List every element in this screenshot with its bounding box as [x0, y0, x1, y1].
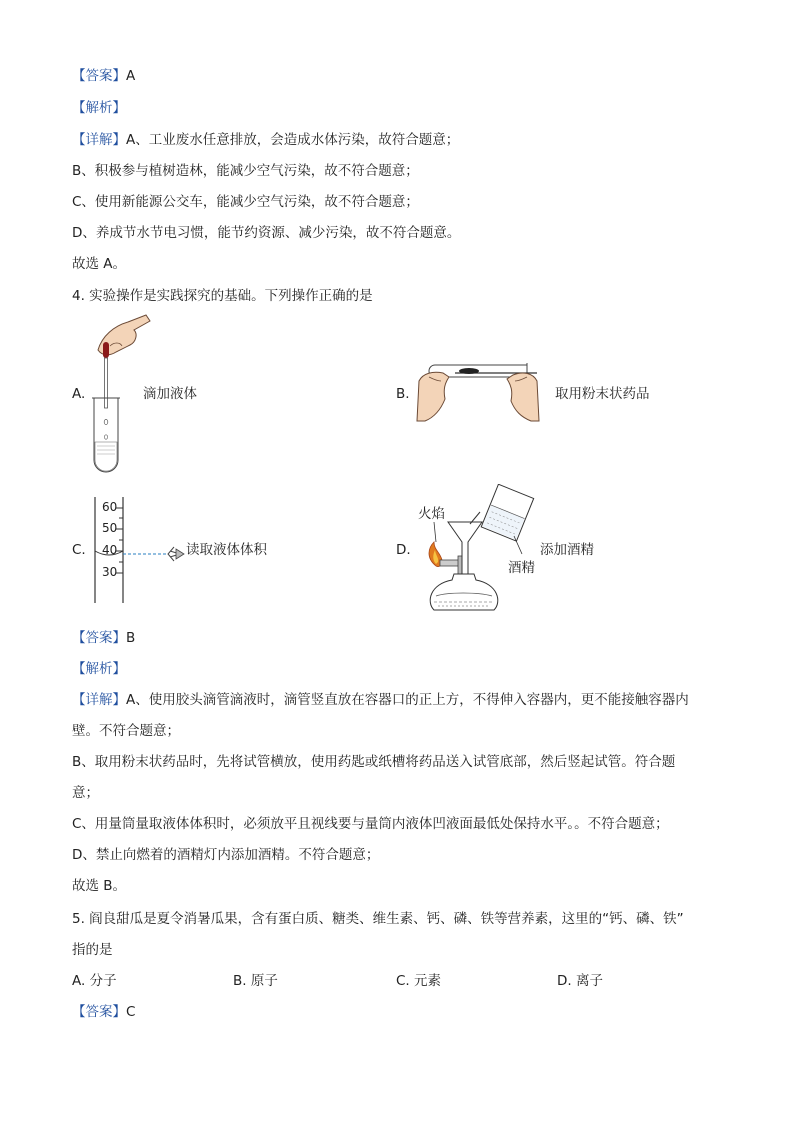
detail-line: 意；: [72, 785, 99, 801]
detail-text: A、使用胶头滴管滴液时，滴管竖直放在容器口的正上方，不得伸入容器内，更不能接触容器内: [126, 692, 689, 708]
option-a-caption: 滴加液体: [143, 386, 197, 402]
analysis-tag: 【解析】: [72, 661, 126, 677]
alcohol-lamp-illustration: [418, 484, 548, 616]
choice-d: D. 离子: [557, 973, 603, 989]
flame-label: 火焰: [418, 506, 445, 522]
tick-label: 30: [102, 565, 118, 579]
question-5-stem-cont: 指的是: [72, 942, 113, 958]
answer-value: B: [126, 630, 136, 646]
conclusion-line: 故选 B。: [72, 878, 127, 894]
answer-tag: 【答案】: [72, 1004, 126, 1020]
choice-a: A. 分子: [72, 973, 117, 989]
question-4-stem: 4. 实验操作是实践探究的基础。下列操作正确的是: [72, 288, 373, 304]
detail-line: B、取用粉末状药品时，先将试管横放，使用药匙或纸槽将药品送入试管底部，然后竖起试管。符合题: [72, 754, 676, 770]
q5-answer-line: [72, 1002, 135, 1022]
q4-answer-line: [72, 628, 135, 648]
option-d-caption: 添加酒精: [540, 542, 594, 558]
tick-label: 50: [102, 521, 118, 535]
tick-label: 60: [102, 500, 118, 514]
question-5-stem: 5. 阎良甜瓜是夏令消暑瓜果，含有蛋白质、糖类、维生素、钙、磷、铁等营养素，这里的“钙、磷、铁”: [72, 911, 684, 927]
answer-tag: 【答案】: [72, 630, 126, 646]
detail-line: D、养成节水节电习惯，能节约资源、减少污染，故不符合题意。: [72, 225, 461, 241]
option-b-letter: B.: [396, 386, 410, 402]
detail-line: C、使用新能源公交车，能减少空气污染，故不符合题意；: [72, 194, 419, 210]
powder-test-tube-illustration: [415, 355, 545, 425]
detail-line: D、禁止向燃着的酒精灯内添加酒精。不符合题意；: [72, 847, 380, 863]
option-d-letter: D.: [396, 542, 411, 558]
detail-tag: 【详解】: [72, 692, 126, 708]
answer-tag: 【答案】: [72, 68, 126, 84]
detail-line: B、积极参与植树造林，能减少空气污染，故不符合题意；: [72, 163, 419, 179]
option-b-caption: 取用粉末状药品: [555, 386, 650, 402]
conclusion-line: 故选 A。: [72, 256, 127, 272]
q4-detail-line: [72, 690, 689, 710]
choice-b: B. 原子: [233, 973, 278, 989]
q3-detail-line: [72, 130, 459, 150]
option-c-letter: C.: [72, 542, 86, 558]
detail-line: C、用量筒量取液体体积时，必须放平且视线要与量筒内液体凹液面最低处保持水平。。不符合题意；: [72, 816, 669, 832]
option-c-caption: 读取液体体积: [186, 542, 267, 558]
analysis-tag: 【解析】: [72, 100, 126, 116]
answer-value: C: [126, 1004, 136, 1020]
tick-label: 40: [102, 543, 118, 557]
detail-tag: 【详解】: [72, 132, 126, 148]
option-a-letter: A.: [72, 386, 86, 402]
detail-line: 壁。不符合题意；: [72, 723, 180, 739]
alcohol-label: 酒精: [508, 560, 535, 576]
q3-answer-line: [72, 66, 135, 86]
choice-c: C. 元素: [396, 973, 442, 989]
answer-value: A: [126, 68, 136, 84]
detail-text: A、工业废水任意排放，会造成水体污染，故符合题意；: [126, 132, 460, 148]
